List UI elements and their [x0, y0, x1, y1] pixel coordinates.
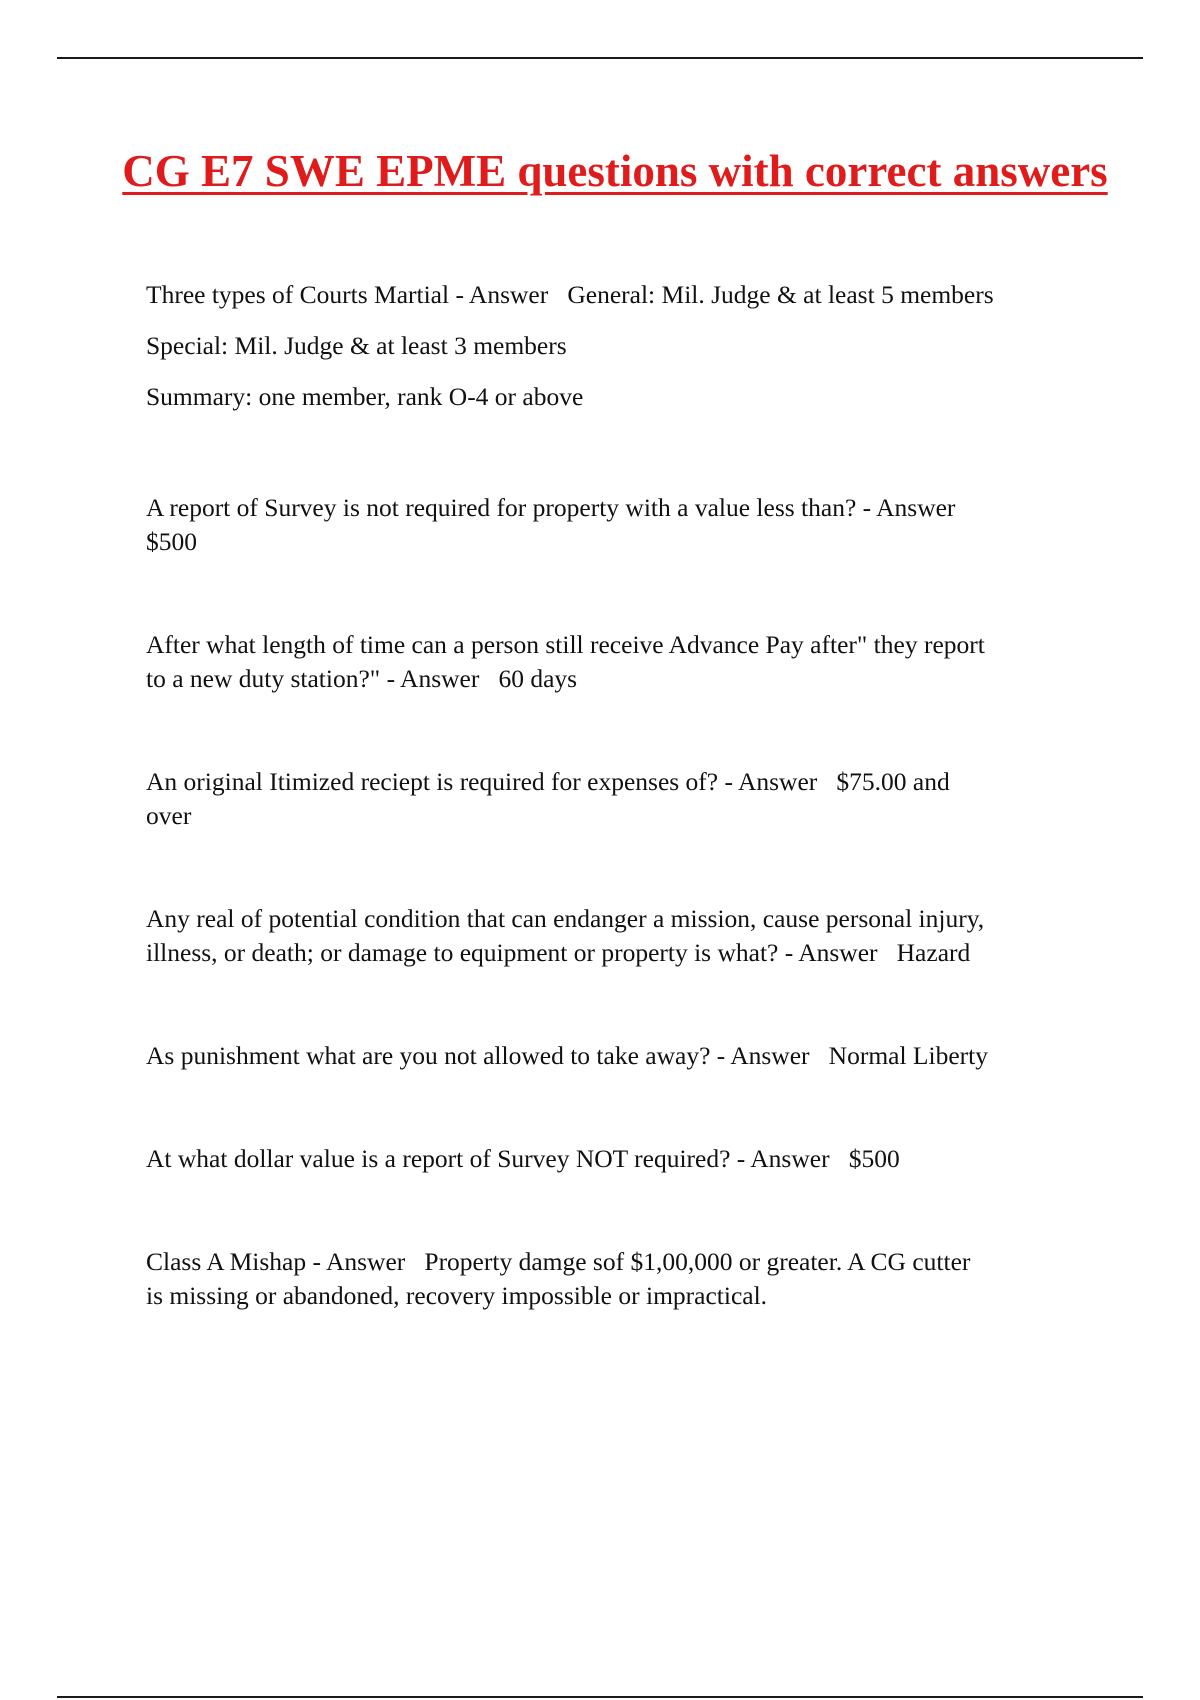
qa-line: Summary: one member, rank O-4 or above [146, 382, 584, 411]
qa-line: After what length of time can a person still receive Advance Pay after" they report [146, 630, 985, 659]
qa-line: over [146, 801, 192, 830]
qa-line: illness, or death; or damage to equipment or property is what? - Answer Hazard [146, 938, 971, 967]
qa-line: Any real of potential condition that can endanger a mission, cause personal injury, [146, 904, 985, 933]
qa-entry-class-a-mishap [146, 1245, 1096, 1313]
qa-line: Three types of Courts Martial - Answer General: Mil. Judge & at least 5 members [146, 280, 994, 309]
document-title: CG E7 SWE EPME questions with correct answers [122, 146, 1108, 196]
qa-entry-courts-martial [146, 278, 1096, 414]
qa-entry-hazard [146, 902, 1096, 970]
document-body [146, 278, 1096, 1313]
qa-line: to a new duty station?" - Answer 60 days [146, 664, 578, 693]
qa-entry-advance-pay [146, 628, 1096, 696]
qa-line: An original Itimized reciept is required for expenses of? - Answer $75.00 and [146, 767, 950, 796]
qa-line: is missing or abandoned, recovery impossible or impractical. [146, 1281, 768, 1310]
qa-entry-survey-dollar-value [146, 1142, 1096, 1176]
qa-line: At what dollar value is a report of Survey NOT required? - Answer $500 [146, 1144, 900, 1173]
bottom-rule [57, 1696, 1143, 1698]
qa-line: Special: Mil. Judge & at least 3 members [146, 331, 567, 360]
qa-line: As punishment what are you not allowed to take away? - Answer Normal Liberty [146, 1041, 988, 1070]
qa-entry-itemized-receipt [146, 765, 1096, 833]
qa-line: $500 [146, 527, 197, 556]
qa-line: A report of Survey is not required for property with a value less than? - Answer [146, 493, 956, 522]
qa-entry-punishment [146, 1039, 1096, 1073]
qa-entry-report-of-survey [146, 491, 1096, 559]
top-rule [57, 57, 1143, 59]
qa-line: Class A Mishap - Answer Property damge sof $1,00,000 or greater. A CG cutter [146, 1247, 971, 1276]
